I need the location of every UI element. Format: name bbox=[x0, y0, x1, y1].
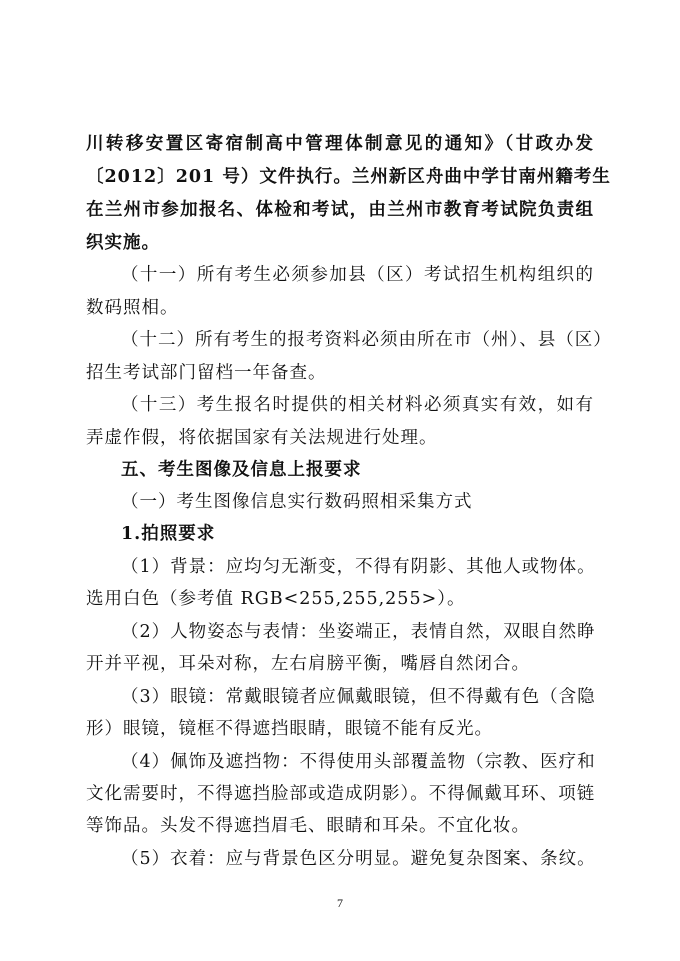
paragraph-line: 等饰品。头发不得遮挡眉毛、眼睛和耳朵。不宜化妆。 bbox=[86, 816, 530, 836]
item-heading: 1.拍照要求 bbox=[121, 524, 216, 544]
paragraph-line: 川转移安置区寄宿制高中管理体制意见的通知》（甘政办发 bbox=[86, 134, 594, 154]
paragraph-line: 文化需要时，不得遮挡脸部或造成阴影）。不得佩戴耳环、项链 bbox=[86, 784, 596, 804]
paragraph-line: （2）人物姿态与表情：坐姿端正，表情自然，双眼自然睁 bbox=[121, 622, 596, 642]
paragraph-line: 形）眼镜，镜框不得遮挡眼睛，眼镜不能有反光。 bbox=[86, 719, 493, 739]
paragraph-line: 选用白色（参考值 RGB<255,255,255>）。 bbox=[86, 589, 466, 609]
paragraph-line: （1）背景：应均匀无渐变，不得有阴影、其他人或物体。 bbox=[121, 557, 596, 577]
paragraph-line: （十三）考生报名时提供的相关材料必须真实有效，如有 bbox=[121, 395, 594, 415]
paragraph-line: （十二）所有考生的报考资料必须由所在市（州）、县（区） bbox=[121, 330, 612, 350]
paragraph-line: 开并平视，耳朵对称，左右肩膀平衡，嘴唇自然闭合。 bbox=[86, 654, 530, 674]
paragraph-line: （3）眼镜：常戴眼镜者应佩戴眼镜，但不得戴有色（含隐 bbox=[121, 687, 596, 707]
paragraph-line: （5）衣着：应与背景色区分明显。避免复杂图案、条纹。 bbox=[121, 849, 596, 869]
paragraph-line: 〔2012〕201 号）文件执行。兰州新区舟曲中学甘南州籍考生 bbox=[86, 167, 611, 187]
paragraph-line: 织实施。 bbox=[86, 233, 160, 253]
paragraph-line: 在兰州市参加报名、体检和考试，由兰州市教育考试院负责组 bbox=[86, 200, 594, 220]
paragraph-line: 数码照相。 bbox=[86, 298, 179, 318]
paragraph-line: （十一）所有考生必须参加县（区）考试招生机构组织的 bbox=[121, 265, 594, 285]
paragraph-line: （4）佩饰及遮挡物：不得使用头部覆盖物（宗教、医疗和 bbox=[121, 752, 596, 772]
section-heading: 五、考生图像及信息上报要求 bbox=[121, 460, 362, 480]
paragraph-line: 弄虚作假，将依据国家有关法规进行处理。 bbox=[86, 428, 438, 448]
page-number: 7 bbox=[337, 896, 343, 910]
subsection-heading: （一）考生图像信息实行数码照相采集方式 bbox=[121, 492, 473, 512]
paragraph-line: 招生考试部门留档一年备查。 bbox=[86, 363, 327, 383]
